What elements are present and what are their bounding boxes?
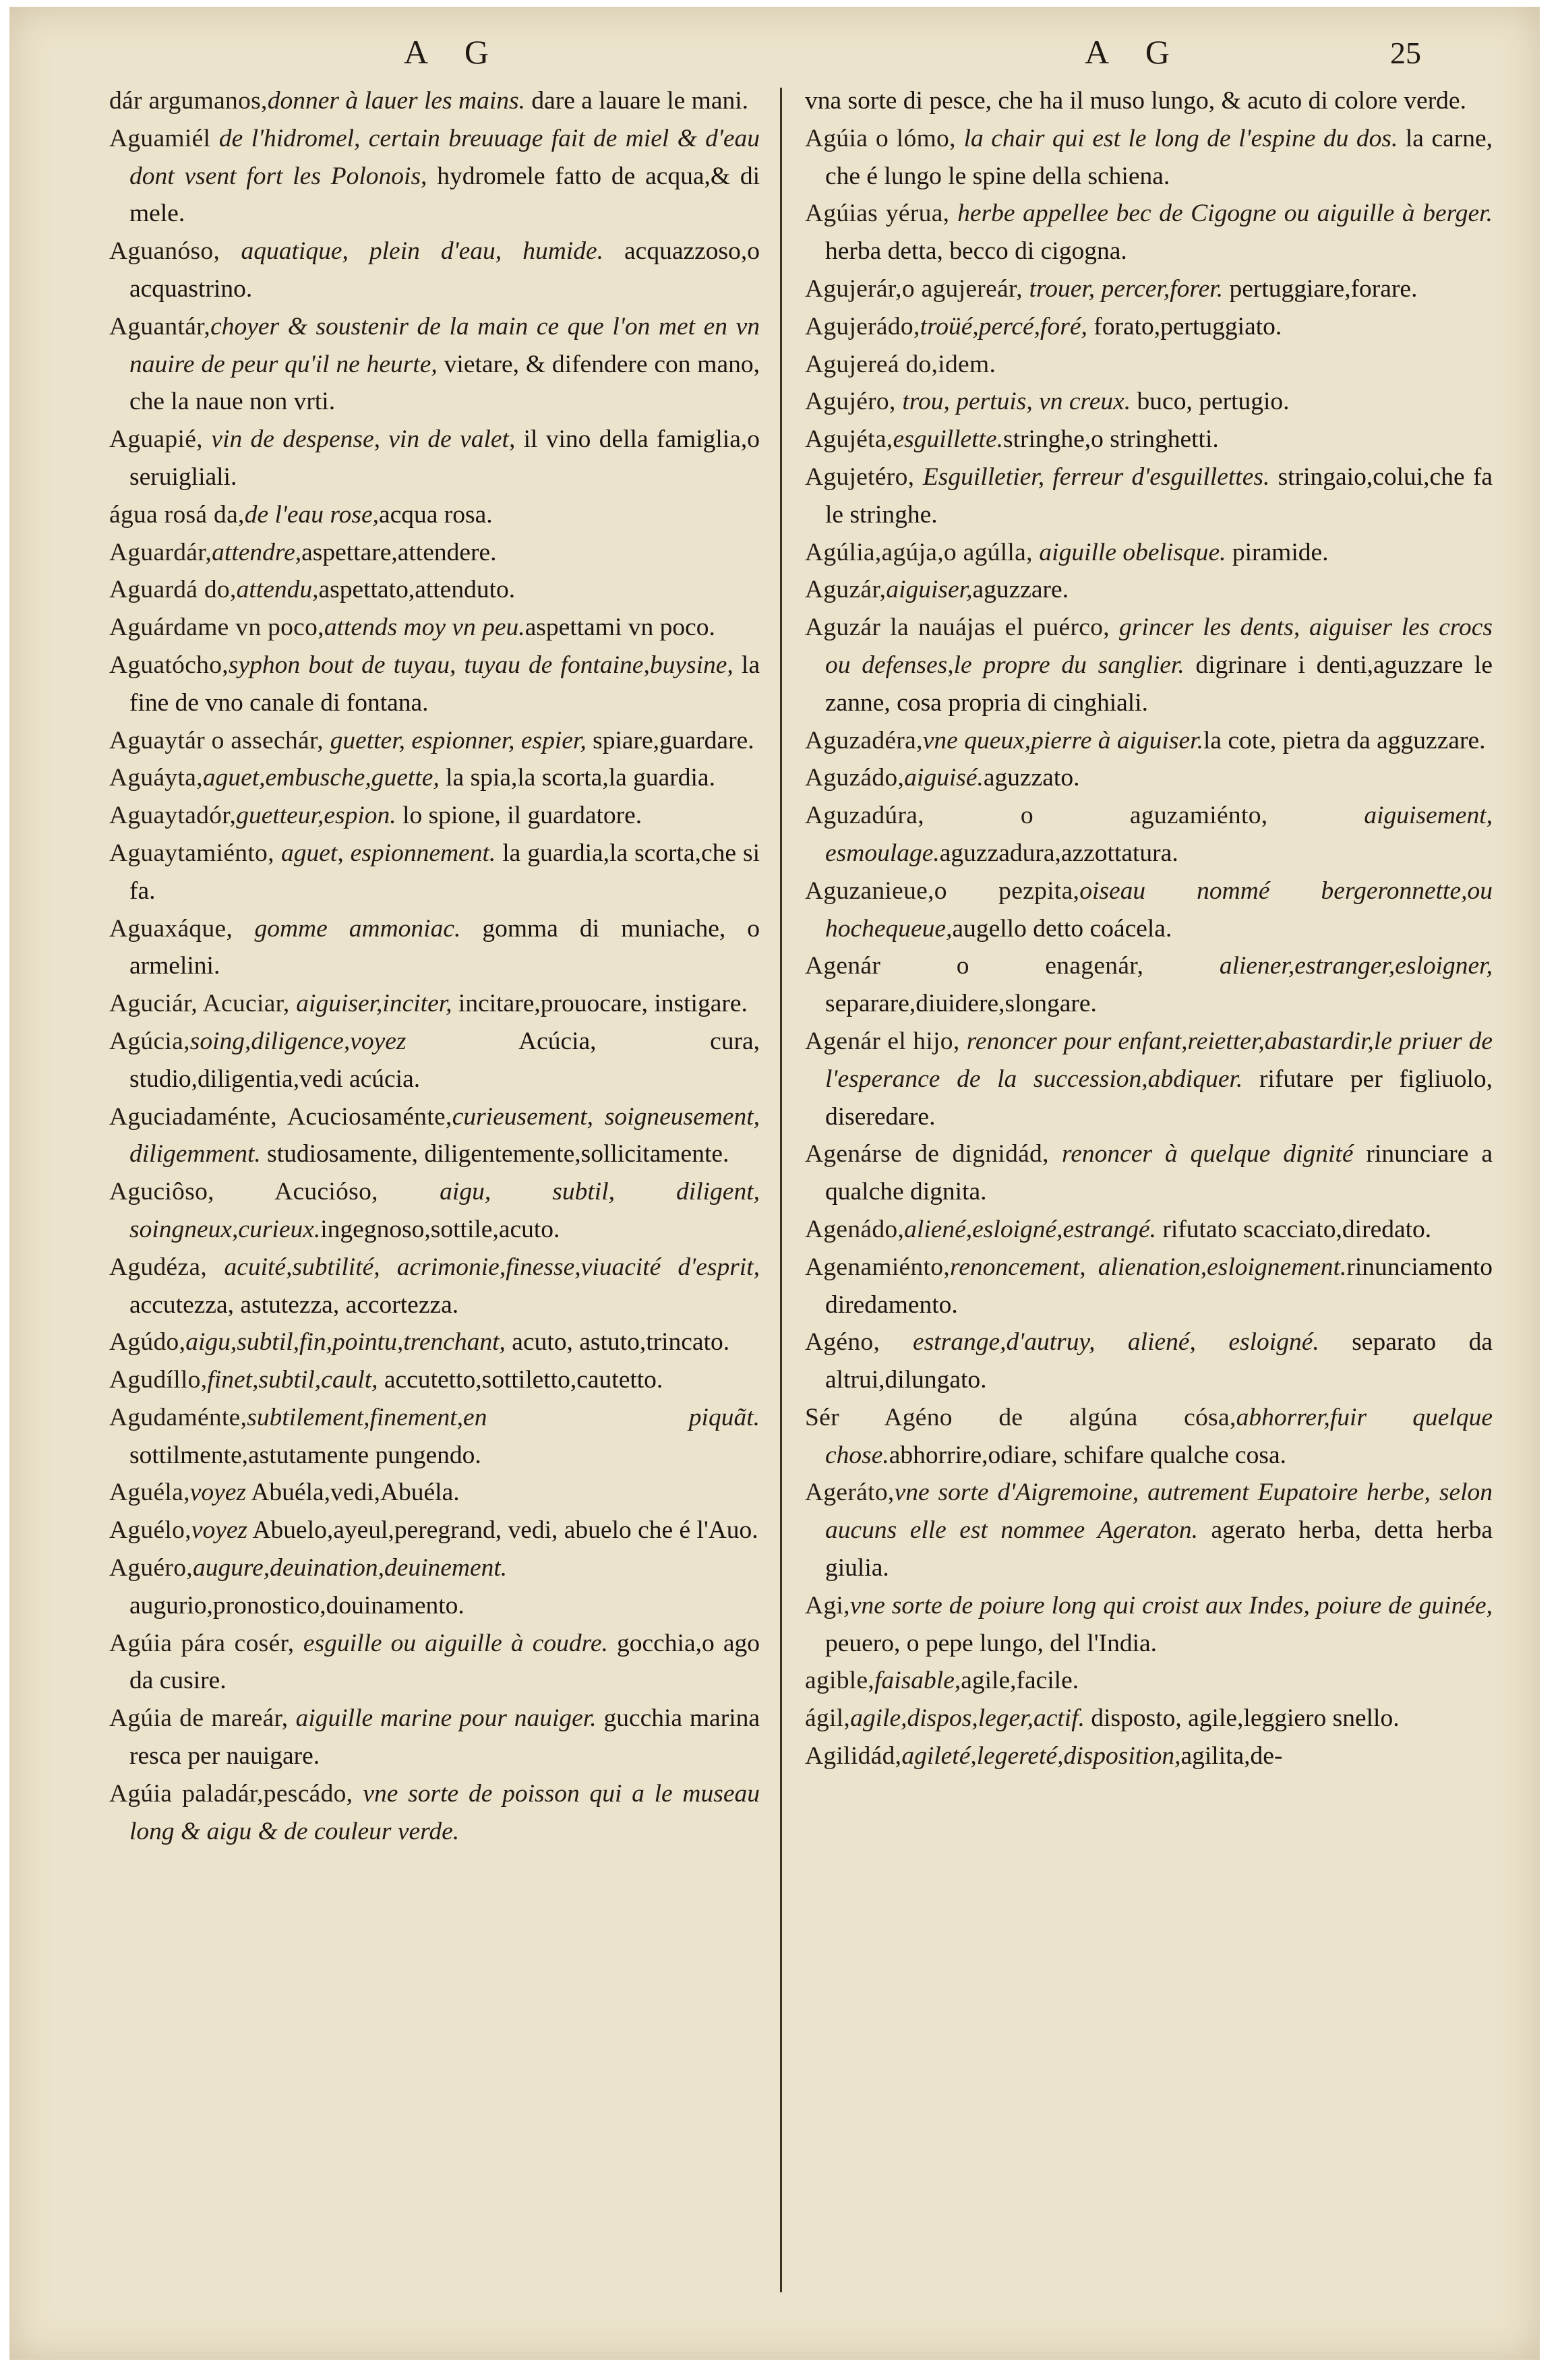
headword: Aguardár, <box>109 538 212 566</box>
french-gloss: aigu, subtil, diligent, soingneux,curieux. <box>129 1178 760 1243</box>
headword: Aguciár, Acuciar, <box>109 990 297 1018</box>
italian-gloss: rifutato scacciato,diredato. <box>1156 1215 1432 1243</box>
dictionary-entry <box>805 1587 1493 1663</box>
italian-gloss: il vino della famiglia,o seruigliali. <box>129 425 760 491</box>
headword: Agéno, <box>805 1328 913 1357</box>
french-gloss: vne queux,pierre à aiguiser. <box>922 726 1203 754</box>
dictionary-entry <box>805 120 1493 196</box>
french-gloss: estrange,d'autruy, aliené, esloigné. <box>912 1328 1319 1357</box>
french-gloss: agile,dispos,leger,actif. <box>850 1704 1085 1733</box>
french-gloss: aguet,embusche,guette, <box>202 764 440 792</box>
headword: ágil, <box>805 1704 851 1733</box>
dictionary-entry <box>109 1249 760 1324</box>
dictionary-entry <box>805 308 1493 346</box>
headword: Agudaménte, <box>109 1403 247 1431</box>
dictionary-entry <box>805 1662 1493 1700</box>
headword: Aguardá do, <box>109 576 237 604</box>
headword: Aguaytamiénto, <box>109 839 282 867</box>
headword: Aguaytadór, <box>109 802 237 830</box>
headword: Agujéta, <box>805 425 893 454</box>
italian-gloss: acuto, astuto,trincato. <box>505 1328 730 1357</box>
french-gloss: renoncer pour enfant,reietter,abastardir,le priuer de l'esperance de la succession,abdiquer. <box>825 1027 1493 1093</box>
dictionary-entry <box>109 609 760 647</box>
dictionary-entry <box>109 496 760 534</box>
dictionary-entry <box>109 722 760 760</box>
italian-gloss: agerato herba, detta herba giulia. <box>825 1516 1493 1582</box>
french-gloss: aquatique, plein d'eau, humide. <box>241 237 603 266</box>
french-gloss: abhorrer,fuir quelque chose. <box>825 1403 1493 1469</box>
dictionary-entry <box>109 910 760 986</box>
dictionary-entry <box>805 383 1493 421</box>
dictionary-entry <box>805 1737 1493 1775</box>
headword: Agúcia, <box>109 1027 190 1055</box>
french-gloss: vne sorte d'Aigremoine, autrement Eupatoire herbe, selon aucuns elle est nommee Ageraton. <box>825 1479 1493 1545</box>
italian-gloss: gucchia marina resca per nauigare. <box>129 1704 760 1771</box>
headword: Aguzádo, <box>805 764 905 792</box>
french-gloss: renoncement, alienation,esloignement. <box>950 1253 1347 1281</box>
french-gloss: attendu, <box>236 576 319 604</box>
dictionary-entry <box>109 82 760 120</box>
french-gloss: trouer, percer,forer. <box>1029 274 1224 303</box>
headword: Agi, <box>805 1591 850 1619</box>
headword: dár argumanos, <box>109 87 268 115</box>
headword: Aguzadúra, o aguzamiénto, <box>805 802 1364 830</box>
italian-gloss: pertuggiare,forare. <box>1223 274 1418 303</box>
french-gloss: gomme ammoniac. <box>254 914 461 943</box>
headword: Aguciadaménte, Acuciosaménte, <box>109 1102 452 1131</box>
italian-gloss: disposto, agile,leggiero snello. <box>1085 1704 1400 1733</box>
italian-gloss: acquazzoso,o acquastrino. <box>129 237 760 303</box>
dictionary-entry <box>109 1512 760 1549</box>
running-head <box>9 32 1540 80</box>
page-number: 25 <box>1390 36 1421 70</box>
italian-gloss: accutezza, astutezza, accortezza. <box>129 1290 459 1319</box>
column-divider <box>780 88 782 2292</box>
french-gloss: troüé,percé,foré, <box>920 312 1087 340</box>
headword: Agujéro, <box>805 388 903 416</box>
headword: Agujereá do,idem. <box>805 350 996 378</box>
headword: agible, <box>805 1667 875 1695</box>
french-gloss: donner à lauer les mains. <box>267 87 525 115</box>
headword: Aguzár la nauájas el puérco, <box>805 614 1120 642</box>
french-gloss: vin de despense, vin de valet, <box>211 425 516 454</box>
dictionary-entry <box>805 1135 1493 1211</box>
french-gloss: aiguiser, <box>886 576 973 604</box>
italian-gloss: herba detta, becco di cigogna. <box>825 237 1127 266</box>
french-gloss: subtilement,finement,en piquãt. <box>247 1403 760 1431</box>
italian-gloss: dare a lauare le mani. <box>524 87 749 115</box>
headword: Agujerádo, <box>805 312 920 340</box>
dictionary-entry <box>109 233 760 308</box>
dictionary-entry <box>109 1399 760 1475</box>
french-gloss: guetteur,espion. <box>236 802 396 830</box>
dictionary-entry <box>109 1625 760 1700</box>
dictionary-entry <box>109 120 760 233</box>
italian-gloss: aguzzare. <box>972 576 1069 604</box>
italian-gloss: separare,diuidere,slongare. <box>825 990 1097 1018</box>
headword: Aguéro, <box>109 1554 193 1582</box>
dictionary-entry <box>109 1098 760 1174</box>
french-gloss: acuité,subtilité, acrimonie,finesse,viuacité d'esprit, <box>224 1253 760 1281</box>
french-gloss: vne sorte de poisson qui a le museau long & aigu & de couleur verde. <box>129 1779 760 1845</box>
french-gloss: aiguille marine pour nauiger. <box>295 1704 597 1733</box>
italian-gloss: Abuéla,vedi,Abuéla. <box>246 1479 460 1507</box>
headword: Agilidád, <box>805 1742 902 1771</box>
italian-gloss: Abuelo,ayeul,peregrand, vedi, abuelo che é l'Auo. <box>247 1516 758 1545</box>
french-gloss: voyez <box>191 1516 248 1545</box>
dictionary-entry <box>805 571 1493 609</box>
dictionary-entry <box>109 835 760 910</box>
french-gloss: agileté,legereté,disposition, <box>901 1742 1181 1771</box>
italian-gloss: stringhe,o stringhetti. <box>1002 425 1219 454</box>
dictionary-page <box>9 7 1540 2360</box>
french-gloss: vne sorte de poiure long qui croist aux Indes, poiure de guinée, <box>849 1591 1493 1619</box>
italian-gloss: vna sorte di pesce, che ha il muso lungo, & acuto di colore verde. <box>805 87 1466 115</box>
dictionary-entry <box>805 797 1493 872</box>
french-gloss: esguille ou aiguille à coudre. <box>303 1629 608 1657</box>
italian-gloss: rifutare per figliuolo, diseredare. <box>825 1065 1493 1131</box>
headword: Agudéza, <box>109 1253 224 1281</box>
dictionary-entry <box>805 1323 1493 1399</box>
italian-gloss: aspettare,attendere. <box>301 538 497 566</box>
french-gloss: la chair qui est le long de l'espine du dos. <box>963 124 1398 152</box>
italian-gloss: spiare,guardare. <box>586 726 754 754</box>
italian-gloss: gomma di muniache, o armelini. <box>129 914 760 980</box>
headword: Aguamiél <box>109 124 219 152</box>
dictionary-entry <box>805 722 1493 760</box>
running-head-right: A G <box>1085 33 1184 71</box>
french-gloss: herbe appellee bec de Cigogne ou aiguille à berger. <box>957 200 1493 228</box>
headword: Agenamiénto, <box>805 1253 950 1281</box>
dictionary-entry <box>109 1323 760 1361</box>
dictionary-entry <box>805 458 1493 534</box>
headword: Aguélo, <box>109 1516 191 1545</box>
dictionary-entry <box>805 609 1493 721</box>
headword: Aguáyta, <box>109 764 203 792</box>
dictionary-entry <box>805 1023 1493 1135</box>
dictionary-entry <box>109 1173 760 1249</box>
dictionary-entry <box>805 1399 1493 1475</box>
french-gloss: trou, pertuis, vn creux. <box>902 388 1131 416</box>
dictionary-entry <box>805 534 1493 572</box>
right-column <box>805 82 1493 1775</box>
headword: Agúia de mareár, <box>109 1704 296 1733</box>
italian-gloss: aguzzato. <box>983 764 1080 792</box>
headword: Agúlia,agúja,o agúlla, <box>805 538 1040 566</box>
french-gloss: renoncer à quelque dignité <box>1062 1140 1354 1168</box>
dictionary-entry <box>805 346 1493 384</box>
french-gloss: guetter, espionner, espier, <box>330 726 587 754</box>
italian-gloss: sottilmente,astutamente pungendo. <box>129 1441 481 1469</box>
french-gloss: soing,diligence,voyez <box>189 1027 407 1055</box>
italian-gloss: la cote, pietra da agguzzare. <box>1203 726 1486 754</box>
italian-gloss: la carne, che é lungo le spine della schiena. <box>825 124 1493 190</box>
italian-gloss: acqua rosa. <box>378 500 493 529</box>
dictionary-entry <box>805 759 1493 797</box>
dictionary-entry <box>109 1023 760 1098</box>
french-gloss: finet,subtil,cault, <box>207 1366 378 1394</box>
french-gloss: Esguilletier, ferreur d'esguillettes. <box>922 463 1270 491</box>
italian-gloss: agile,facile. <box>961 1667 1079 1695</box>
italian-gloss: la spia,la scorta,la guardia. <box>439 764 715 792</box>
headword: Aguaxáque, <box>109 914 255 943</box>
headword: Agudíllo, <box>109 1366 208 1394</box>
dictionary-entry <box>109 1775 760 1851</box>
headword: Aguatócho, <box>109 651 229 679</box>
dictionary-entry <box>805 947 1493 1023</box>
dictionary-entry <box>109 797 760 835</box>
dictionary-entry <box>109 1549 760 1625</box>
french-gloss: esguillette. <box>893 425 1003 454</box>
dictionary-entry <box>109 571 760 609</box>
headword: Ageráto, <box>805 1479 895 1507</box>
headword: Agenádo, <box>805 1215 905 1243</box>
dictionary-entry <box>805 1474 1493 1586</box>
headword: Agujetéro, <box>805 463 923 491</box>
french-gloss: attendre, <box>212 538 302 566</box>
italian-gloss: hydromele fatto de acqua,& di mele. <box>129 162 760 228</box>
dictionary-entry <box>805 1249 1493 1324</box>
dictionary-entry <box>109 1474 760 1512</box>
french-gloss: aiguisé. <box>904 764 984 792</box>
french-gloss: choyer & soustenir de la main ce que l'on met en vn nauire de peur qu'il ne heurte, <box>129 312 760 378</box>
italian-gloss: ingegnoso,sottile,acuto. <box>320 1215 560 1243</box>
italian-gloss: rinunciamento diredamento. <box>825 1253 1493 1319</box>
dictionary-entry <box>805 82 1493 120</box>
italian-gloss: piramide. <box>1226 538 1329 566</box>
italian-gloss: vietare, & difendere con mano, che la naue non vrti. <box>129 350 760 416</box>
headword: Agúdo, <box>109 1328 186 1357</box>
headword: Aguaytár o assechár, <box>109 726 330 754</box>
italian-gloss: separato da altrui,dilungato. <box>825 1328 1493 1394</box>
headword: Agenárse de dignidád, <box>805 1140 1062 1168</box>
italian-gloss: accutetto,sottiletto,cautetto. <box>378 1366 663 1394</box>
italian-gloss: studiosamente, diligentemente,sollicitamente. <box>260 1140 729 1168</box>
headword: Aguzanieue,o pezpita, <box>805 876 1080 905</box>
french-gloss: voyez <box>189 1479 247 1507</box>
french-gloss: aguet, espionnement. <box>281 839 496 867</box>
french-gloss: aigu,subtil,fin,pointu,trenchant, <box>185 1328 506 1357</box>
headword: Agúia o lómo, <box>805 124 964 152</box>
italian-gloss: incitare,prouocare, instigare. <box>452 990 748 1018</box>
dictionary-entry <box>805 1700 1493 1737</box>
french-gloss: grincer les dents, aiguiser les crocs ou defenses,le propre du sanglier. <box>825 614 1493 679</box>
italian-gloss: augello detto coácela. <box>952 914 1172 943</box>
headword: Aguantár, <box>109 312 211 340</box>
italian-gloss: lo spione, il guardatore. <box>396 802 642 830</box>
italian-gloss: la guardia,la scorta,che si fa. <box>129 839 760 905</box>
french-gloss: oiseau nommé bergeronnette,ou hochequeue, <box>825 876 1493 943</box>
italian-gloss: stringaio,colui,che fa le stringhe. <box>825 463 1493 529</box>
french-gloss: faisable, <box>874 1667 961 1695</box>
italian-gloss: agilita,de- <box>1180 1742 1283 1771</box>
headword: Aguciôso, Acucióso, <box>109 1178 440 1206</box>
italian-gloss: rinunciare a qualche dignita. <box>825 1140 1493 1206</box>
running-head-left: A G <box>404 33 504 71</box>
headword: Agúias yérua, <box>805 200 958 228</box>
italian-gloss: aspettato,attenduto. <box>318 576 516 604</box>
headword: Agenár el hijo, <box>805 1027 967 1055</box>
italian-gloss: la fine de vno canale di fontana. <box>129 651 760 717</box>
french-gloss: de l'eau rose, <box>244 500 379 529</box>
french-gloss: aiguiser,inciter, <box>296 990 452 1018</box>
dictionary-entry <box>109 759 760 797</box>
french-gloss: syphon bout de tuyau, tuyau de fontaine,buysine, <box>228 651 733 679</box>
french-gloss: aiguille obelisque. <box>1039 538 1226 566</box>
dictionary-entry <box>109 985 760 1023</box>
italian-gloss: aspettami vn poco. <box>524 614 715 642</box>
french-gloss: de l'hidromel, certain breuuage fait de miel & d'eau dont vsent fort les Polonois, <box>129 124 760 190</box>
headword: Aguéla, <box>109 1479 190 1507</box>
dictionary-entry <box>109 1700 760 1775</box>
dictionary-entry <box>109 534 760 572</box>
headword: Aguzár, <box>805 576 887 604</box>
french-gloss: curieusement, soigneusement, diligemment. <box>129 1102 760 1168</box>
dictionary-entry <box>109 421 760 496</box>
italian-gloss: peuero, o pepe lungo, del l'India. <box>825 1629 1158 1657</box>
dictionary-entry <box>805 1211 1493 1249</box>
italian-gloss: Acúcia, cura, studio,diligentia,vedi acúcia. <box>129 1027 760 1093</box>
headword: Sér Agéno de algúna cósa, <box>805 1403 1236 1431</box>
italian-gloss: aguzzadura,azzottatura. <box>939 839 1178 867</box>
left-column <box>109 82 760 1850</box>
headword: Aguzadéra, <box>805 726 923 754</box>
french-gloss: aliené,esloigné,estrangé. <box>904 1215 1157 1243</box>
italian-gloss: abhorrire,odiare, schifare qualche cosa. <box>889 1441 1287 1469</box>
headword: Agujerár,o agujereár, <box>805 274 1029 303</box>
headword: Agenár o enagenár, <box>805 952 1220 980</box>
dictionary-entry <box>805 195 1493 270</box>
headword: água rosá da, <box>109 500 245 529</box>
dictionary-entry <box>109 308 760 421</box>
headword: Aguanóso, <box>109 237 241 266</box>
dictionary-entry <box>805 872 1493 948</box>
french-gloss: aliener,estranger,esloigner, <box>1219 952 1493 980</box>
dictionary-entry <box>109 647 760 722</box>
headword: Aguapié, <box>109 425 212 454</box>
italian-gloss: digrinare i denti,aguzzare le zanne, cosa propria di cinghiali. <box>825 651 1493 717</box>
french-gloss: attends moy vn peu. <box>324 614 525 642</box>
italian-gloss: gocchia,o ago da cusire. <box>129 1629 760 1695</box>
italian-gloss: buco, pertugio. <box>1131 388 1290 416</box>
italian-gloss: augurio,pronostico,douinamento. <box>129 1591 464 1619</box>
dictionary-entry <box>109 1361 760 1399</box>
headword: Agúia paladár,pescádo, <box>109 1779 363 1808</box>
headword: Agúia pára cosér, <box>109 1629 303 1657</box>
french-gloss: augure,deuination,deuinement. <box>192 1554 508 1582</box>
dictionary-entry <box>805 421 1493 458</box>
italian-gloss: forato,pertuggiato. <box>1087 312 1282 340</box>
dictionary-entry <box>805 270 1493 308</box>
french-gloss: aiguisement, esmoulage. <box>825 802 1493 867</box>
headword: Aguárdame vn poco, <box>109 614 324 642</box>
